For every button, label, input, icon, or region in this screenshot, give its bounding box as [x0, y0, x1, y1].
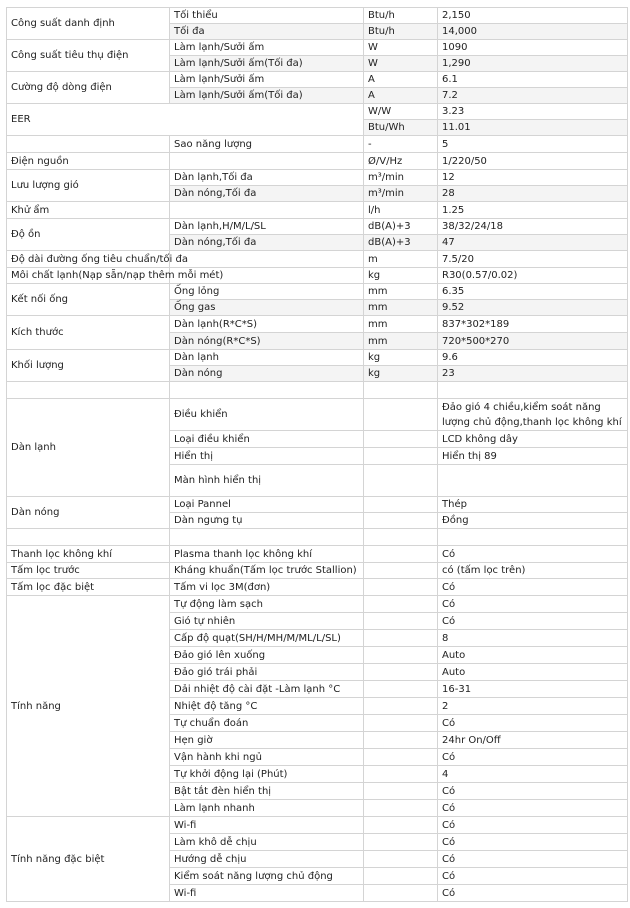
spec-group-label: Môi chất lạnh(Nạp sẵn/nạp thêm mỗi mét) — [7, 268, 170, 284]
spec-sub-label: Bật tắt đèn hiển thị — [170, 783, 364, 800]
spec-group-label: Độ dài đường ống tiêu chuẩn/tối đa — [7, 251, 170, 268]
spec-group-label: Kích thước — [7, 316, 170, 350]
spec-sub-label: Tấm vi lọc 3M(đơn) — [170, 579, 364, 596]
spec-sub-label: Dải nhiệt độ cài đặt -Làm lạnh °C — [170, 681, 364, 698]
spec-unit — [364, 465, 438, 497]
spec-value: 11.01 — [438, 120, 628, 136]
spec-sub-label: Wi-fi — [170, 817, 364, 834]
spec-row — [7, 350, 628, 366]
spec-value: 9.6 — [438, 350, 628, 366]
spec-value: 6.1 — [438, 72, 628, 88]
spec-sub-label: Loại Pannel — [170, 497, 364, 513]
spec-value: Đồng — [438, 513, 628, 529]
spec-value: 4 — [438, 766, 628, 783]
spec-unit: mm — [364, 333, 438, 350]
spec-value: LCD không dây — [438, 431, 628, 448]
spec-sub-label: Làm lạnh/Sưởi ấm(Tối đa) — [170, 88, 364, 104]
spec-unit: Btu/Wh — [364, 120, 438, 136]
spec-row — [7, 284, 628, 300]
spec-unit — [364, 732, 438, 749]
spec-unit: Ø/V/Hz — [364, 153, 438, 170]
spec-blank-cell — [170, 529, 364, 546]
spec-blank-cell — [364, 382, 438, 399]
spec-row — [7, 153, 628, 170]
spec-row — [7, 136, 628, 153]
spec-sub-label: Dàn nóng(R*C*S) — [170, 333, 364, 350]
spec-row — [7, 563, 628, 579]
spec-sub-label: Tự động làm sạch — [170, 596, 364, 613]
spec-unit — [364, 613, 438, 630]
spec-value: Có — [438, 749, 628, 766]
spec-value: Có — [438, 851, 628, 868]
spec-unit — [364, 766, 438, 783]
spec-unit: mm — [364, 284, 438, 300]
spec-group-label: Khử ẩm — [7, 202, 170, 219]
spec-unit — [364, 647, 438, 664]
spec-unit — [364, 630, 438, 647]
spec-unit — [364, 698, 438, 715]
spec-value: 9.52 — [438, 300, 628, 316]
spec-value: 1090 — [438, 40, 628, 56]
spec-group-label: Tính năng — [7, 596, 170, 817]
spec-row — [7, 529, 628, 546]
spec-value: 16-31 — [438, 681, 628, 698]
spec-sub-label: Tối đa — [170, 24, 364, 40]
spec-value: 7.5/20 — [438, 251, 628, 268]
spec-row — [7, 579, 628, 596]
spec-sub-label: Tự chuẩn đoán — [170, 715, 364, 732]
spec-sub-label: Dàn lạnh(R*C*S) — [170, 316, 364, 333]
spec-sub-label: Dàn lạnh,H/M/L/SL — [170, 219, 364, 235]
spec-value: Có — [438, 800, 628, 817]
spec-row — [7, 316, 628, 333]
spec-row — [7, 497, 628, 513]
spec-value: Có — [438, 715, 628, 732]
spec-row — [7, 104, 628, 120]
spec-row — [7, 202, 628, 219]
spec-blank-cell — [7, 529, 170, 546]
spec-group-label: Điện nguồn — [7, 153, 170, 170]
spec-unit: Btu/h — [364, 8, 438, 24]
spec-value: 14,000 — [438, 24, 628, 40]
spec-unit — [364, 715, 438, 732]
spec-blank-cell — [438, 382, 628, 399]
spec-blank-cell — [364, 529, 438, 546]
spec-value: 7.2 — [438, 88, 628, 104]
spec-value: Có — [438, 546, 628, 563]
spec-unit: kg — [364, 350, 438, 366]
spec-value: 6.35 — [438, 284, 628, 300]
spec-value: R30(0.57/0.02) — [438, 268, 628, 284]
spec-unit: A — [364, 72, 438, 88]
spec-value: 720*500*270 — [438, 333, 628, 350]
spec-unit: - — [364, 136, 438, 153]
spec-group-label: Công suất danh định — [7, 8, 170, 40]
spec-group-label: Độ ồn — [7, 219, 170, 251]
spec-unit — [364, 431, 438, 448]
spec-sub-label: Dàn lạnh,Tối đa — [170, 170, 364, 186]
spec-unit — [364, 497, 438, 513]
spec-unit: m³/min — [364, 170, 438, 186]
spec-sub-label: Dàn nóng — [170, 366, 364, 382]
spec-value: có (tấm lọc trên) — [438, 563, 628, 579]
spec-unit — [364, 868, 438, 885]
spec-sub-label: Dàn nóng,Tối đa — [170, 186, 364, 202]
spec-row — [7, 382, 628, 399]
spec-sub-label: Dàn nóng,Tối đa — [170, 235, 364, 251]
spec-unit — [364, 546, 438, 563]
spec-unit — [364, 834, 438, 851]
spec-value: Có — [438, 783, 628, 800]
spec-sub-label: Làm lạnh/Sưởi ấm — [170, 72, 364, 88]
spec-unit: W/W — [364, 104, 438, 120]
spec-unit: kg — [364, 268, 438, 284]
spec-sub-label — [170, 251, 364, 268]
spec-unit: W — [364, 40, 438, 56]
spec-row — [7, 399, 628, 431]
spec-group-label: Dàn nóng — [7, 497, 170, 529]
spec-sub-label: Đảo gió lên xuống — [170, 647, 364, 664]
spec-row — [7, 251, 628, 268]
spec-unit — [364, 596, 438, 613]
spec-sub-label: Làm lạnh/Sưởi ấm(Tối đa) — [170, 56, 364, 72]
spec-group-label: Công suất tiêu thụ điện — [7, 40, 170, 72]
spec-blank-cell — [438, 529, 628, 546]
spec-sub-label: Hẹn giờ — [170, 732, 364, 749]
spec-value: Có — [438, 817, 628, 834]
spec-sub-label: Làm lạnh/Sưởi ấm — [170, 40, 364, 56]
spec-unit — [364, 783, 438, 800]
spec-sub-label: Màn hình hiển thị — [170, 465, 364, 497]
spec-sub-label: Wi-fi — [170, 885, 364, 902]
spec-value: 38/32/24/18 — [438, 219, 628, 235]
spec-value: Có — [438, 885, 628, 902]
spec-row — [7, 596, 628, 613]
spec-unit — [364, 851, 438, 868]
spec-unit — [364, 563, 438, 579]
spec-value: 1,290 — [438, 56, 628, 72]
spec-sub-label: Vận hành khi ngủ — [170, 749, 364, 766]
spec-value: 12 — [438, 170, 628, 186]
spec-sub-label: Ống gas — [170, 300, 364, 316]
spec-value: 5 — [438, 136, 628, 153]
spec-group-label: Kết nối ống — [7, 284, 170, 316]
spec-unit: l/h — [364, 202, 438, 219]
spec-unit — [364, 399, 438, 431]
spec-value: 1.25 — [438, 202, 628, 219]
spec-row — [7, 8, 628, 24]
spec-sub-label: Tự khởi động lại (Phút) — [170, 766, 364, 783]
spec-group-label — [7, 136, 170, 153]
spec-value: Có — [438, 868, 628, 885]
spec-sub-label: Kháng khuẩn(Tấm lọc trước Stallion) — [170, 563, 364, 579]
spec-sub-label: Ống lỏng — [170, 284, 364, 300]
spec-group-label: EER — [7, 104, 364, 136]
spec-value: Có — [438, 596, 628, 613]
spec-unit: dB(A)+3 — [364, 235, 438, 251]
spec-unit: Btu/h — [364, 24, 438, 40]
spec-sub-label: Làm lạnh nhanh — [170, 800, 364, 817]
spec-value: 28 — [438, 186, 628, 202]
spec-sub-label: Cấp độ quạt(SH/H/MH/M/ML/L/SL) — [170, 630, 364, 647]
spec-value: Đảo gió 4 chiều,kiểm soát năng lượng chủ động,thanh lọc không khí — [438, 399, 628, 431]
spec-sub-label: Điều khiển — [170, 399, 364, 431]
spec-value: 8 — [438, 630, 628, 647]
spec-unit — [364, 513, 438, 529]
spec-row — [7, 72, 628, 88]
spec-blank-cell — [7, 382, 170, 399]
spec-sub-label: Loại điều khiển — [170, 431, 364, 448]
spec-value: 1/220/50 — [438, 153, 628, 170]
spec-group-label: Thanh lọc không khí — [7, 546, 170, 563]
spec-sub-label: Hướng dễ chịu — [170, 851, 364, 868]
spec-unit: A — [364, 88, 438, 104]
spec-sub-label: Sao năng lượng — [170, 136, 364, 153]
spec-unit: m³/min — [364, 186, 438, 202]
spec-sub-label: Plasma thanh lọc không khí — [170, 546, 364, 563]
spec-unit: dB(A)+3 — [364, 219, 438, 235]
spec-value: 3.23 — [438, 104, 628, 120]
spec-sub-label: Hiển thị — [170, 448, 364, 465]
spec-unit — [364, 800, 438, 817]
spec-group-label: Tấm lọc trước — [7, 563, 170, 579]
spec-value: Có — [438, 613, 628, 630]
spec-value: 837*302*189 — [438, 316, 628, 333]
spec-unit — [364, 749, 438, 766]
spec-value: 47 — [438, 235, 628, 251]
spec-sub-label: Làm khô dễ chịu — [170, 834, 364, 851]
spec-unit: W — [364, 56, 438, 72]
spec-blank-cell — [170, 382, 364, 399]
spec-sub-label: Dàn ngưng tụ — [170, 513, 364, 529]
spec-row — [7, 268, 628, 284]
spec-unit: mm — [364, 316, 438, 333]
spec-sub-label: Gió tự nhiên — [170, 613, 364, 630]
spec-sub-label: Nhiệt độ tăng °C — [170, 698, 364, 715]
spec-group-label: Tính năng đặc biệt — [7, 817, 170, 902]
spec-value: Auto — [438, 664, 628, 681]
spec-group-label: Cường độ dòng điện — [7, 72, 170, 104]
spec-unit — [364, 664, 438, 681]
spec-sub-label — [170, 153, 364, 170]
spec-unit — [364, 681, 438, 698]
spec-row — [7, 817, 628, 834]
spec-unit — [364, 448, 438, 465]
spec-unit — [364, 579, 438, 596]
spec-value: 23 — [438, 366, 628, 382]
spec-unit: m — [364, 251, 438, 268]
spec-unit — [364, 817, 438, 834]
spec-group-label: Lưu lượng gió — [7, 170, 170, 202]
spec-value — [438, 465, 628, 497]
spec-value: Có — [438, 834, 628, 851]
spec-row — [7, 219, 628, 235]
spec-group-label: Tấm lọc đặc biệt — [7, 579, 170, 596]
spec-value: Thép — [438, 497, 628, 513]
spec-unit: kg — [364, 366, 438, 382]
spec-sub-label: Tối thiểu — [170, 8, 364, 24]
spec-value: 2 — [438, 698, 628, 715]
spec-value: 2,150 — [438, 8, 628, 24]
spec-value: Auto — [438, 647, 628, 664]
spec-value: 24hr On/Off — [438, 732, 628, 749]
spec-value: Có — [438, 579, 628, 596]
spec-group-label: Khối lượng — [7, 350, 170, 382]
spec-sub-label: Kiểm soát năng lượng chủ động — [170, 868, 364, 885]
spec-sub-label: Đảo gió trái phải — [170, 664, 364, 681]
spec-row — [7, 40, 628, 56]
spec-table — [6, 7, 628, 902]
spec-value: Hiển thị 89 — [438, 448, 628, 465]
spec-row — [7, 170, 628, 186]
spec-unit: mm — [364, 300, 438, 316]
spec-sub-label: Dàn lạnh — [170, 350, 364, 366]
spec-unit — [364, 885, 438, 902]
spec-sub-label — [170, 202, 364, 219]
spec-table-body — [7, 8, 628, 902]
spec-row — [7, 546, 628, 563]
spec-group-label: Dàn lạnh — [7, 399, 170, 497]
